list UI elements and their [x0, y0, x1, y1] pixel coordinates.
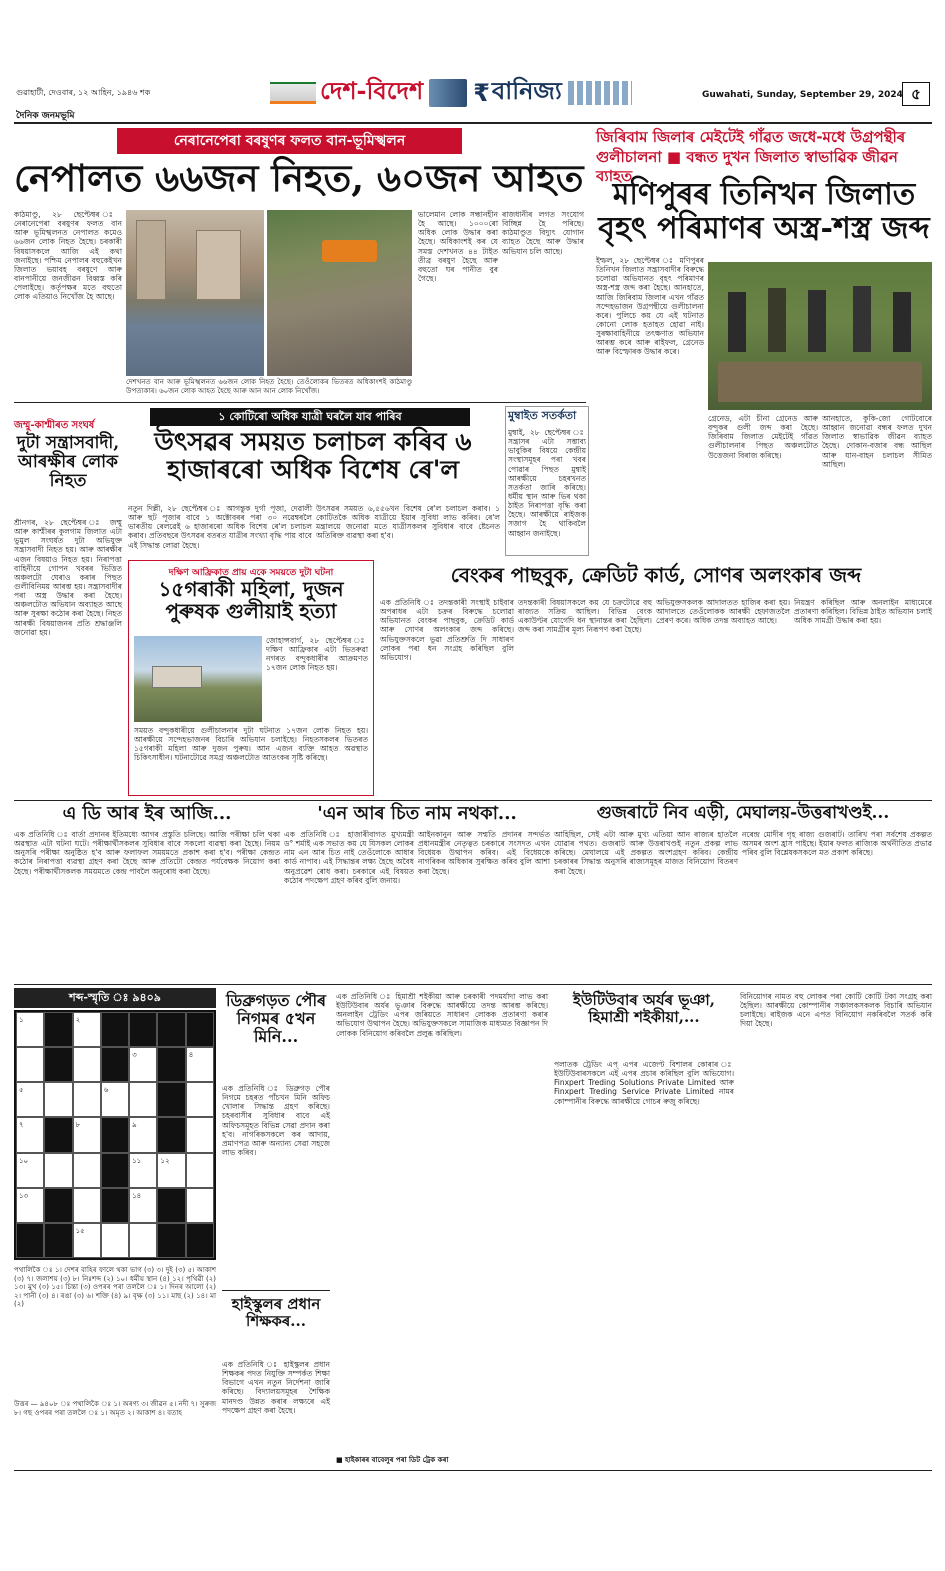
youtuber-headline: ইউটিউবাৰ অৰ্যৰ ভূঞা, হিমাশ্ৰী শইকীয়া,... — [573, 991, 715, 1026]
nepal-landslide-photo — [267, 210, 412, 376]
bengal-body-4: নিয়ন্ত্ৰণ কৰিছিল আৰু অনলাইন মাধ্যমেৰে প্ৰতাৰণা কৰিছিল। বিভিন্ন ঠাইত অভিযান চলাই অধিক সামগ্ৰী উদ্ধাৰ কৰা হয়। — [794, 598, 932, 626]
cw-num-4: ৪ — [188, 1051, 194, 1060]
rail-kicker: ১ কোটিৰো অধিক যাত্ৰী ঘৰলৈ যাব পাৰিব — [150, 408, 470, 426]
manipur-headline: মণিপুৰৰ তিনিখন জিলাত বৃহৎ পৰিমাণৰ অস্ত্ৰ-শস্ত্ৰ জব্দ — [598, 177, 930, 246]
dibrugarh-headline: ডিব্ৰুগড়ত পৌৰ নিগমৰ ৫খন মিনি... — [225, 991, 327, 1046]
nepal-body-2: ভালেমান লোক সন্ধানহীন হৈ আছে। ১০০০ৰো অধিক লোক উদ্ধাৰ কৰা হৈছে। অধিকাংশই কৰ যে সমস্ত দেশখনত ৪৪ টাইত তীব্ৰ বৰষুণ হৈছে আৰু বহুতো ঘৰ পানীত বুৰ গৈছে। — [418, 210, 498, 283]
jk-body: শ্ৰীনগৰ, ২৮ ছেপ্টেম্বৰ ঃ জম্মু আৰু কাশ্মীৰৰ কুলগাম জিলাত এটা ভুমুল সংঘৰ্ষত দুটা অভিযুক্ত সন্ত্ৰাসবাদী নিহত হয়। আৰু আৰক্ষীৰ এজন বিষয়াও নিহত হয়। নিৰাপত্তা বাহিনীয়ে গোপন খবৰৰ ভিত্তিত অঞ্চলটো ঘেৰাও কৰাৰ পিছত গুলীবিনিময় আৰম্ভ হয়। সন্ত্ৰাসবাদীৰ পৰা অস্ত্ৰ উদ্ধাৰ কৰা হৈছে। অঞ্চলটোত অভিযান অব্যাহত আছে আৰু সুৰক্ষা কঠোৰ কৰা হৈছে। নিহত আৰক্ষী বিষয়াজনৰ প্ৰতি শ্ৰদ্ধাঞ্জলি জনোৱা হয়। — [14, 518, 122, 637]
youtuber-body-1: এক প্ৰতিনিধি ঃ হিমাশ্ৰী শইকীয়া আৰু চৰকাৰী পদমৰ্যাদা লাভ কৰা ইউটিউবাৰ অৰ্যৰ ভূঞাৰ বিৰুদ্ধে আৰক্ষীয়ে তদন্ত আৰম্ভ কৰিছে। অনলাইন ট্ৰেডিং এপৰ জৰিয়তে সাধাৰণ লোকক প্ৰতাৰণা কৰাৰ অভিযোগ উত্থাপন হৈছে। অভিযুক্তসকলে সামাজিক মাধ্যমত বিজ্ঞাপন দি লোকক বিনিয়োগ কৰিবলৈ প্ৰলুব্ধ কৰিছিল। — [336, 992, 548, 1038]
crossword-title: শব্দ-স্মৃতি ঃ ৯৪০৯ — [14, 988, 216, 1008]
rupee-icon: ₹ — [473, 79, 490, 107]
manipur-body-3: আনহাতে, কুকি-জো গোটবোৰে আহ্বান জনোৱা বন্ধৰ ফলত দুখন জিলাত স্বাভাৱিক জীৱন ব্যাহত হৈছে। দোকান-বজাৰ বন্ধ আছিল আৰু যান-বাহন চলাচল সীমিত আছিল। — [822, 414, 932, 469]
cw-num-3: ৩ — [132, 1051, 137, 1060]
rule-row4 — [14, 984, 932, 985]
school-body: এক প্ৰতিনিধি ঃ হাইস্কুলৰ প্ৰধান শিক্ষকৰ পদত নিযুক্তি সম্পৰ্কত শিক্ষা বিভাগে এখন নতুন নিৰ্দেশনা জাৰি কৰিছে। বিদ্যালয়সমূহৰ শৈক্ষিক মানদণ্ড উন্নত কৰাৰ লক্ষ্যৰে এই পদক্ষেপ গ্ৰহণ কৰা হৈছে। — [222, 1360, 330, 1415]
manipur-body-2: গ্ৰেনেড, এটা চীনা গ্ৰেনেড আৰু বন্দুকৰ গুলী জব্দ কৰা হৈছে। জিৰিবাম জিলাত মেইটেই গাঁৱত গুলীচালনাৰ পিছত অঞ্চলটোত উত্তেজনা বিৰাজ কৰিছে। — [708, 414, 818, 460]
rail-body-2: উৎসৱৰ সময়ত ৬,৫৫৬খন বিশেষ ৰে'ল চলাচল কৰাব। ১ কোটিতকৈ অধিক যাত্ৰীয়ে ইয়াৰ সুবিধা লাভ কৰিব। ৰে'ল মন্ত্ৰালয়ে জনোৱা মতে যাত্ৰীসকলৰ সুবিধাৰ বাবে ষ্টেচনত অতিৰিক্ত ব্যৱস্থা কৰা হ'ব। — [316, 504, 500, 541]
africa-headline: ১৫গৰাকী মহিলা, দুজন পুৰুষক গুলীয়াই হত্যা — [158, 577, 344, 624]
cw-num-13: ১৩ — [19, 1191, 29, 1200]
section-a: দেশ-বিদেশ — [320, 76, 424, 105]
africa-body-1: জোহান্সবাৰ্গ, ২৮ ছেপ্টেম্বৰ ঃ দক্ষিণ আফ্ৰিকাৰ এটা ভিতৰুৱা নগৰত বন্দুকধাৰীৰ আক্ৰমণত ১৭জন লোক নিহত হয়। — [266, 636, 368, 673]
cw-num-12: ১২ — [160, 1156, 170, 1165]
bengal-headline: বেংকৰ পাছবুক, ক্ৰেডিট কাৰ্ড, সোণৰ অলংকাৰ জব্দ — [450, 563, 862, 587]
manipur-weapons-photo — [708, 262, 932, 410]
cw-num-5: ৫ — [19, 1086, 24, 1095]
building-icon — [429, 79, 467, 107]
nepal-caption: দেশখনত বান আৰু ভূমিস্খলনত ৬৬জন লোক নিহত হৈছে। তেওঁলোকৰ ভিতৰত অধিকাংশই কাঠমাণ্ডু উপত্যকাৰ। ৬০জন লোক আহত হৈছে আৰু আন আন লোক নিখোঁজ। — [126, 378, 412, 395]
date-right: Guwahati, Sunday, September 29, 2024 — [702, 90, 903, 100]
bengal-body-1: এক প্ৰতিনিধি ঃ তদন্তকাৰী সংস্থাই চাইবাৰ অপৰাধৰ এটা চক্ৰৰ বিৰুদ্ধে চলোৱা অভিযানত বেংকৰ পাছবুক, ক্ৰেডিট কাৰ্ড আৰু সোণৰ অলংকাৰ জব্দ কৰিছে। অভিযুক্তসকলে ভুৱা প্ৰতিশ্ৰুতি দি সাধাৰণ লোকৰ পৰা ধন সংগ্ৰহ কৰিছিল বুলি অভিযোগ। — [380, 598, 514, 662]
masthead-rule — [14, 122, 932, 124]
youtuber-byline: ■ হাইকাৰৰ বাবেলুৰ পৰা ডিট ট্ৰেক কৰা — [336, 1456, 449, 1464]
date-left: গুৱাহাটী, দেওবাৰ, ১২ আহিন, ১৯৪৬ শক — [16, 88, 151, 97]
cw-num-2: ২ — [75, 1016, 81, 1024]
gujarat-body: আহিছিল, সেই এটা আৰু মুখ্য এতিয়া আন ৰাজ্যৰ হাতলৈ যোৱাৰ পথত। গুজৰাট আৰু উত্তৰাখণ্ডই নতুন প্ৰকল্প লাভ কৰিছে। মেঘালয়ে এই প্ৰকল্পত অংশগ্ৰহণ কৰিব। কেন্দ্ৰীয় চৰকাৰৰ সিদ্ধান্ত অনুসৰি ৰাজ্যসমূহৰ মাজত বিনিয়োগ বিতৰণ কৰা হৈছে। — [554, 830, 738, 876]
rule-row1 — [14, 402, 586, 403]
cw-num-10: ১০ — [19, 1156, 29, 1165]
adre-headline: এ ডি আৰ ইৰ আজি... — [62, 803, 232, 824]
crossword-answers: উত্তৰ — ৯৪০৮ ঃ পথালিকৈ ঃ ১। অৰণ্য ৩। জীৱন ৫। নদী ৭। সুৰুজ ৮। গছ ওপৰৰ পৰা তললৈ ঃ ১। অমৃত ২। আকাশ ৪। বতাহ — [14, 1400, 216, 1417]
jk-headline: দুটা সন্ত্ৰাসবাদী, আৰক্ষীৰ লোক নিহত — [16, 433, 120, 492]
africa-kicker: দক্ষিণ আফ্ৰিকাত প্ৰায় একে সময়তে দুটা ঘটনা — [168, 568, 334, 578]
gujarat-body-2: নৰেন্দ্ৰ মোদীৰ গৃহ ৰাজ্য গুজৰাট। তাৰিখ পৰা সৰ্বশেষ প্ৰকল্পত অসমৰ অংশ হ্ৰাস পাইছে। ইয়াৰ ফলত ৰাজ্যিক অৰ্থনীতিত প্ৰভাৱ পৰিব বুলি বিশ্লেষকসকলে মত প্ৰকাশ কৰিছে। — [742, 830, 932, 858]
cw-num-6: ৬ — [103, 1086, 109, 1095]
africa-body-2: সময়ত বন্দুকধাৰীয়ে গুলীচালনাৰ দুটা ঘটনাত ১৭জন লোক নিহত হয়। আৰক্ষীয়ে সন্দেহভাজনৰ বিচাৰি অভিযান চলাইছে। নিহতসকলৰ ভিতৰত ১৫গৰাকী মহিলা আৰু দুজন পুৰুষ। আন এজন ব্যক্তি আহত অৱস্থাত চিকিৎসাধীন। ঘটনাটোৱে সমগ্ৰ অঞ্চলটোত আতংকৰ সৃষ্টি কৰিছে। — [134, 726, 368, 763]
masthead — [0, 0, 945, 121]
dibrugarh-body: এক প্ৰতিনিধি ঃ ডিব্ৰুগড় পৌৰ নিগমে চহৰত পাঁচখন মিনি অফিচ খোলাৰ সিদ্ধান্ত গ্ৰহণ কৰিছে। চহৰবাসীৰ সুবিধাৰ বাবে এই অফিচসমূহত বিভিন্ন সেৱা প্ৰদান কৰা হ'ব। নাগৰিকসকলে কৰ আদায়, প্ৰমাণপত্ৰ আৰু অন্যান্য সেৱা সহজে লাভ কৰিব। — [222, 1084, 330, 1157]
adre-body: এক প্ৰতিনিধি ঃ বাৰ্তা প্ৰদানৰ ইতিমধ্যে আগৰ প্ৰস্তুতি চলিছে। আজি পৰীক্ষা চলি থকা অৱস্থাত এটা ঘটনা ঘটে। পৰীক্ষাৰ্থীসকলৰ সুবিধাৰ বাবে সকলো ব্যৱস্থা কৰা হৈছে। নিয়ম অনুসৰি পৰীক্ষা অনুষ্ঠিত হ'ব আৰু ফলাফল সময়মতে প্ৰকাশ কৰা হ'ব। পৰীক্ষা কেন্দ্ৰত কঠোৰ নিৰাপত্তা ব্যৱস্থা গ্ৰহণ কৰা হৈছে আৰু প্ৰতিটো কেন্দ্ৰত পৰ্যবেক্ষক নিয়োগ কৰা হৈছে। পৰীক্ষাৰ্থীসকলক সময়মতে কেন্দ্ৰ পাবলৈ অনুৰোধ কৰা হৈছে। — [14, 830, 280, 876]
nepal-kicker: নেৰানেপেৰা বৰষুণৰ ফলত বান-ভূমিস্খলন — [117, 128, 462, 154]
manipur-deck: জিৰিবাম জিলাৰ মেইটেই গাঁৱত জধে-মধে উগ্ৰপন্থীৰ গুলীচালনা ■ বন্ধত দুখন জিলাত স্বাভাৱিক জীৱন ব্যাহত — [596, 128, 906, 185]
youtuber-body-2: পলাতক ট্ৰেডিং এপ্‌ এপৰ এজেণ্ট বিশালৰ কোৰাৰ ঃ ইউটিউবাৰসকলে এই এপৰ প্ৰচাৰ কৰিছিল বুলি অভিযোগ। Finxpert Treding Solutions Private Limited আৰু Finxpert Treding Service Private Limited নামৰ কোম্পানীৰ বিৰুদ্ধে আৰক্ষীয়ে গোচৰ ৰুজু কৰিছে। — [554, 1060, 734, 1106]
cw-num-11: ১১ — [132, 1156, 142, 1165]
parliament-icon — [270, 82, 316, 104]
nrc-body: এক প্ৰতিনিধি ঃ হাজাৰীবাগত মুখ্যমন্ত্ৰী ড° শৰ্মাই এক সভাত কয় যে যিসকল লোকৰ নাম এন আৰ চিত নাই তেওঁলোকে আধাৰ কাৰ্ড নাপাব। এই সিদ্ধান্তৰ লক্ষ্য হৈছে অবৈধ অনুপ্ৰৱেশ ৰোধ কৰা। চৰকাৰে এই বিষয়ত কঠোৰ পদক্ষেপ গ্ৰহণ কৰিব বুলি জনায়। — [284, 830, 414, 885]
nepal-flood-photo — [126, 210, 264, 376]
manipur-body-1: ইম্ফল, ২৮ ছেপ্টেম্বৰ ঃ মণিপুৰৰ তিনিখন জিলাত সন্ত্ৰাসবাদীৰ বিৰুদ্ধে চলোৱা অভিযানত বৃহৎ পৰিমাণৰ অস্ত্ৰ-শস্ত্ৰ জব্দ কৰা হৈছে। আনহাতে, আজি জিৰিবাম জিলাৰ এখন গাঁৱত সন্দেহভাজন উগ্ৰপন্থীয়ে গুলীচালনা কৰে। পুলিচে কয় যে এই ঘটনাত কোনো লোক হতাহত হোৱা নাই। সুৰক্ষাবাহিনীয়ে তৎক্ষণাত অভিযান আৰম্ভ কৰে আৰু ৰাইফল, গ্ৰেনেড আৰু বিস্ফোৰক উদ্ধাৰ কৰে। — [596, 256, 704, 357]
cw-num-15: ১৫ — [75, 1226, 85, 1235]
crossword-clues: পথালিকৈ ঃ ১। দেশৰ বাহিৰ ফালে থকা ভাগ (৩) ৩। দুই (৩) ৫। আকাশ (৩) ৭। জলাশয় (৩) ৮। নিঃশব্দ (২) ১০। ধৰ্মীয় স্থান (৪) ১২। পৃথিৱী (২) ১৩। মুখ (৩) ১৫। চিন্তা (৩) ওপৰৰ পৰা তললৈ ঃ ১। দিনৰ আলো (২) ২। পানী (৩) ৪। ৰঙা (৩) ৬। শক্তি (৪) ৯। বৃক্ষ (৩) ১১। মাছ (২) ১৪। মা (২) — [14, 1266, 216, 1309]
school-headline: হাইস্কুলৰ প্ৰধান শিক্ষকৰ... — [231, 1295, 321, 1330]
cw-num-1: ১ — [19, 1016, 24, 1024]
cw-num-14: ১৪ — [132, 1191, 142, 1200]
rule-dib — [222, 1290, 330, 1291]
section-banner — [270, 76, 700, 110]
nepal-body-3: ৰাজধানীৰ লগত সংযোগ বিচ্ছিন্ন হৈ পৰিছে। কাঠমাণ্ডুত বিদ্যুৎ যোগান ব্যাহত হৈছে আৰু উদ্ধাৰ অভিযান চলি আছে। — [502, 210, 584, 256]
africa-photo — [134, 636, 262, 722]
nepal-body-1: কাঠমাণ্ডু, ২৮ ছেপ্টেম্বৰ ঃ নেৰানেপেৰা বৰষুণৰ ফলত বান আৰু ভূমিস্খলনত নেপালত কমেও ৬৬জন লোক নিহত হৈছে। চৰকাৰী বিষয়াসকলে আজি এই কথা জনাইছে। পশ্চিম নেপালৰ বহুকেইখন জিলাত ভয়াবহ বৰষুণে আৰু বানপানীয়ে জনজীৱন বিধ্বস্ত কৰি পেলাইছে। কৰ্তৃপক্ষৰ মতে বহুতো লোক এতিয়াও নিখোঁজ হৈ আছে। — [14, 210, 122, 302]
youtuber-body-3: বিনিয়োগৰ নামত বহু লোকৰ পৰা কোটি কোটি টকা সংগ্ৰহ কৰা হৈছিল। আৰক্ষীয়ে কোম্পানীৰ সঞ্চালকসকলক বিচাৰি অভিযান চলাইছে। ৰাইজক এনে এপত বিনিয়োগ নকৰিবলৈ সতৰ্ক কৰি দিয়া হৈছে। — [740, 992, 932, 1029]
mumbai-headline: মুম্বাইত সতৰ্কতা — [508, 409, 577, 422]
crossword-grid — [14, 1010, 216, 1260]
page-number: ৫ — [902, 82, 930, 106]
rail-headline: উৎসৱৰ সময়ত চলাচল কৰিব ৬ হাজাৰৰো অধিক বিশেষ ৰে'ল — [154, 427, 472, 484]
nepal-headline: নেপালত ৬৬জন নিহত, ৬০জন আহত — [14, 156, 584, 200]
page-bottom-rule — [14, 1470, 932, 1471]
skyline-icon — [568, 81, 632, 105]
nrc-body-2: আইনকানুন আৰু সন্মতি প্ৰদানৰ সন্দৰ্ভত প্ৰধানমন্ত্ৰীৰ নেতৃত্বত চৰকাৰে সংসদত এখন বিধেয়ক উত্থাপন কৰিব। এই বিধেয়কে নাগৰিকৰ অধিকাৰ সুৰক্ষিত কৰিব বুলি আশা কৰা হৈছে। — [418, 830, 550, 876]
bengal-body-2: তদন্তকাৰী বিষয়াসকলে কয় যে চক্ৰটোৱে বহু ৰাজ্যত সক্ৰিয় আছিল। বিভিন্ন বেংক একাউণ্টৰ যোগেদি ধন স্থানান্তৰ কৰা হৈছিল। জব্দ কৰা সামগ্ৰীৰ মূল্য নিৰূপণ কৰা হৈছে। — [518, 598, 652, 635]
rule-row3 — [14, 800, 932, 801]
section-b: বানিজ্য — [491, 76, 562, 105]
nrc-headline: 'এন আৰ চিত নাম নথকা... — [317, 803, 517, 824]
gujarat-headline: গুজৰাটে নিব এড়ী, মেঘালয়-উত্তৰাখণ্ডই... — [596, 803, 890, 823]
paper-name: দৈনিক জনমভূমি — [16, 111, 75, 121]
cw-num-7: ৭ — [19, 1121, 24, 1130]
mumbai-body: মুম্বাই, ২৮ ছেপ্টেম্বৰ ঃ সন্ত্ৰাসৰ এটা সম্ভাব্য ভাবুকিৰ বিষয়ে কেন্দ্ৰীয় সংস্থাসমূহৰ পৰা খবৰ পোৱাৰ পিছত মুম্বাই আৰক্ষীয়ে চহৰখনত সতৰ্কতা জাৰি কৰিছে। ধৰ্মীয় স্থান আৰু ভিৰ থকা ঠাইত নিৰাপত্তা বৃদ্ধি কৰা হৈছে। আৰক্ষীয়ে ৰাইজক সজাগ হৈ থাকিবলৈ আহ্বান জনাইছে। — [508, 428, 586, 538]
cw-num-8: ৮ — [75, 1121, 81, 1130]
rail-body-1: নতুন দিল্লী, ২৮ ছেপ্টেম্বৰ ঃ আগন্তুক দুৰ্গা পূজা, দেৱালী আৰু ছট পূজাৰ বাবে ১ অক্টোবৰৰ পৰা ৩০ নৱেম্বৰলৈ ভাৰতীয় ৰেলৱেই ৬ হাজাৰৰো অধিক বিশেষ ৰে'ল চলাচল কৰাব। প্ৰতিবছৰে উৎসৱৰ বতৰত যাত্ৰীৰ সংখ্যা বৃদ্ধি পায় বাবে এই সিদ্ধান্ত লোৱা হৈছে। — [128, 504, 312, 550]
jk-kicker: জম্মু-কাশ্মীৰত সংঘৰ্ষ — [14, 420, 95, 431]
cw-num-9: ৯ — [132, 1121, 137, 1130]
bengal-body-3: অভিযুক্তসকলক আদালতত হাজিৰ কৰা হয়। আদালতে তেওঁলোকক আৰক্ষী হেফাজতলৈ প্ৰেৰণ কৰে। অধিক তদন্ত অব্যাহত আছে। — [656, 598, 790, 626]
